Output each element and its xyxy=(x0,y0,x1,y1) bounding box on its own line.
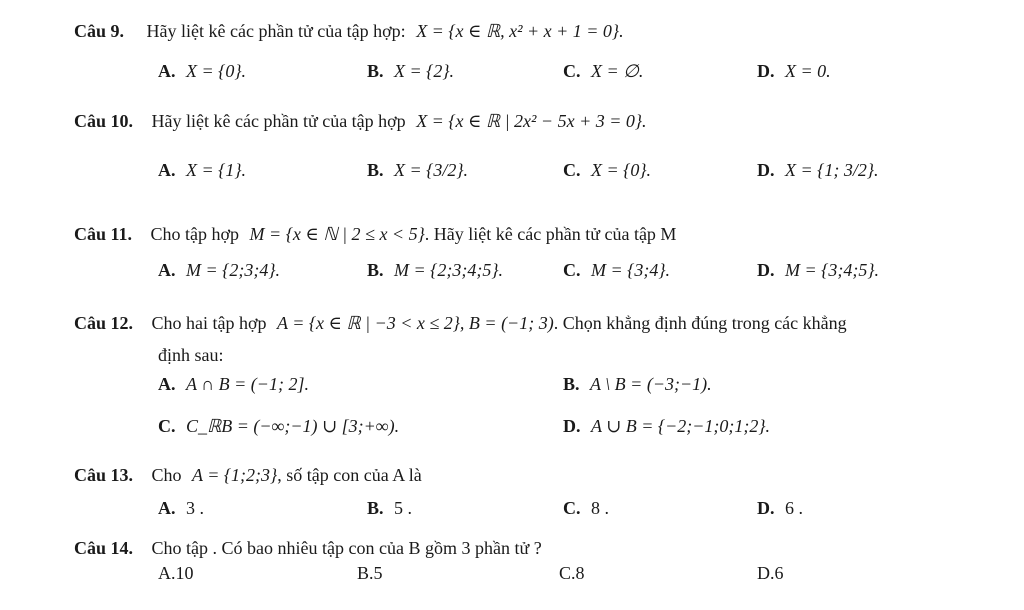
option-label: A. xyxy=(158,498,176,518)
option-label: B. xyxy=(367,260,384,280)
option-label: B. xyxy=(367,61,384,81)
q14-line xyxy=(74,539,542,557)
q14-option-c xyxy=(559,564,585,582)
option-label: C. xyxy=(559,563,576,583)
option-text: M = {2;3;4}. xyxy=(186,260,281,280)
option-label: C. xyxy=(563,61,581,81)
option-label: B. xyxy=(357,563,374,583)
option-text: 6 xyxy=(774,563,784,583)
q12-line xyxy=(74,314,847,332)
option-label: A. xyxy=(158,61,176,81)
option-text: A \ B = (−3;−1). xyxy=(590,374,712,394)
option-text: 6 . xyxy=(785,498,803,518)
q10-option-b xyxy=(367,161,468,179)
option-text: A ∪ B = {−2;−1;0;1;2}. xyxy=(591,416,771,436)
q9-line xyxy=(74,22,624,40)
option-label: C. xyxy=(563,260,581,280)
option-text: 10 xyxy=(175,563,194,583)
q12-formula: A = {x ∈ ℝ | −3 < x ≤ 2}, B = (−1; 3) xyxy=(277,313,554,333)
option-label: B. xyxy=(367,498,384,518)
option-text: 5 xyxy=(373,563,383,583)
q12-line2: định sau: xyxy=(158,345,224,365)
option-label: A. xyxy=(158,563,176,583)
option-label: A. xyxy=(158,260,176,280)
q10-formula: X = {x ∈ ℝ | 2x² − 5x + 3 = 0}. xyxy=(416,111,647,131)
q12-text-before: Cho hai tập hợp xyxy=(151,313,267,333)
q12-text-after: . Chọn khẳng định đúng trong các khẳng xyxy=(553,313,847,333)
q9-option-b xyxy=(367,62,454,80)
q11-formula: M = {x ∈ ℕ | 2 ≤ x < 5} xyxy=(249,224,425,244)
option-label: A. xyxy=(158,374,176,394)
option-text: X = {1}. xyxy=(186,160,247,180)
q13-text-after: , số tập con của A là xyxy=(277,465,422,485)
q10-line xyxy=(74,112,647,130)
q12-option-a xyxy=(158,375,309,393)
option-label: D. xyxy=(563,416,581,436)
option-text: M = {3;4;5}. xyxy=(785,260,880,280)
q14-option-a xyxy=(158,564,194,582)
option-text: 5 . xyxy=(394,498,413,518)
q9-text: Hãy liệt kê các phần tử của tập hợp: xyxy=(146,21,406,41)
q13-line xyxy=(74,466,422,484)
q12-option-c xyxy=(158,417,399,435)
option-text: 3 . xyxy=(186,498,204,518)
q11-text-after: . Hãy liệt kê các phần tử của tập M xyxy=(424,224,677,244)
q13-option-d xyxy=(757,499,803,517)
q13-option-c xyxy=(563,499,609,517)
q9-option-d xyxy=(757,62,831,80)
option-label: B. xyxy=(563,374,580,394)
option-label: D. xyxy=(757,160,775,180)
option-label: D. xyxy=(757,260,775,280)
q11-option-b xyxy=(367,261,503,279)
q10-option-c xyxy=(563,161,651,179)
option-text: A ∩ B = (−1; 2]. xyxy=(186,374,309,394)
q14-option-d xyxy=(757,564,784,582)
q14-label: Câu 14. xyxy=(74,538,134,558)
q9-formula: X = {x ∈ ℝ, x² + x + 1 = 0}. xyxy=(416,21,624,41)
option-text: M = {2;3;4;5}. xyxy=(394,260,504,280)
q13-option-b xyxy=(367,499,412,517)
option-label: D. xyxy=(757,61,775,81)
q12-label: Câu 12. xyxy=(74,313,134,333)
q13-formula: A = {1;2;3} xyxy=(192,465,278,485)
option-text: 8 . xyxy=(591,498,609,518)
q9-option-c xyxy=(563,62,643,80)
q9-option-a xyxy=(158,62,246,80)
option-text: X = {3/2}. xyxy=(394,160,469,180)
q10-option-d xyxy=(757,161,879,179)
q13-option-a xyxy=(158,499,204,517)
q13-text-before: Cho xyxy=(151,465,182,485)
option-text: X = {0}. xyxy=(591,160,652,180)
q11-option-d xyxy=(757,261,879,279)
q11-option-c xyxy=(563,261,670,279)
option-text: X = {0}. xyxy=(186,61,247,81)
option-label: D. xyxy=(757,498,775,518)
q10-option-a xyxy=(158,161,246,179)
option-label: C. xyxy=(563,498,581,518)
q14-text: Cho tập . Có bao nhiêu tập con của B gồm 3 phần tử ? xyxy=(151,538,542,558)
q9-label: Câu 9. xyxy=(74,21,125,41)
q12-option-d xyxy=(563,417,770,435)
option-text: X = ∅. xyxy=(591,61,644,81)
q11-text-before: Cho tập hợp xyxy=(150,224,240,244)
option-text: C_ℝB = (−∞;−1) ∪ [3;+∞). xyxy=(186,416,400,436)
option-text: 8 xyxy=(575,563,585,583)
option-label: C. xyxy=(563,160,581,180)
option-text: X = {2}. xyxy=(394,61,455,81)
q11-option-a xyxy=(158,261,280,279)
option-text: X = 0. xyxy=(785,61,831,81)
q10-text: Hãy liệt kê các phần tử của tập hợp xyxy=(151,111,406,131)
option-label: C. xyxy=(158,416,176,436)
option-label: A. xyxy=(158,160,176,180)
q14-option-b xyxy=(357,564,383,582)
q10-label: Câu 10. xyxy=(74,111,134,131)
option-text: M = {3;4}. xyxy=(591,260,671,280)
option-label: D. xyxy=(757,563,775,583)
q13-label: Câu 13. xyxy=(74,465,134,485)
q11-line xyxy=(74,225,676,243)
q11-label: Câu 11. xyxy=(74,224,133,244)
q12-option-b xyxy=(563,375,712,393)
option-label: B. xyxy=(367,160,384,180)
option-text: X = {1; 3/2}. xyxy=(785,160,879,180)
